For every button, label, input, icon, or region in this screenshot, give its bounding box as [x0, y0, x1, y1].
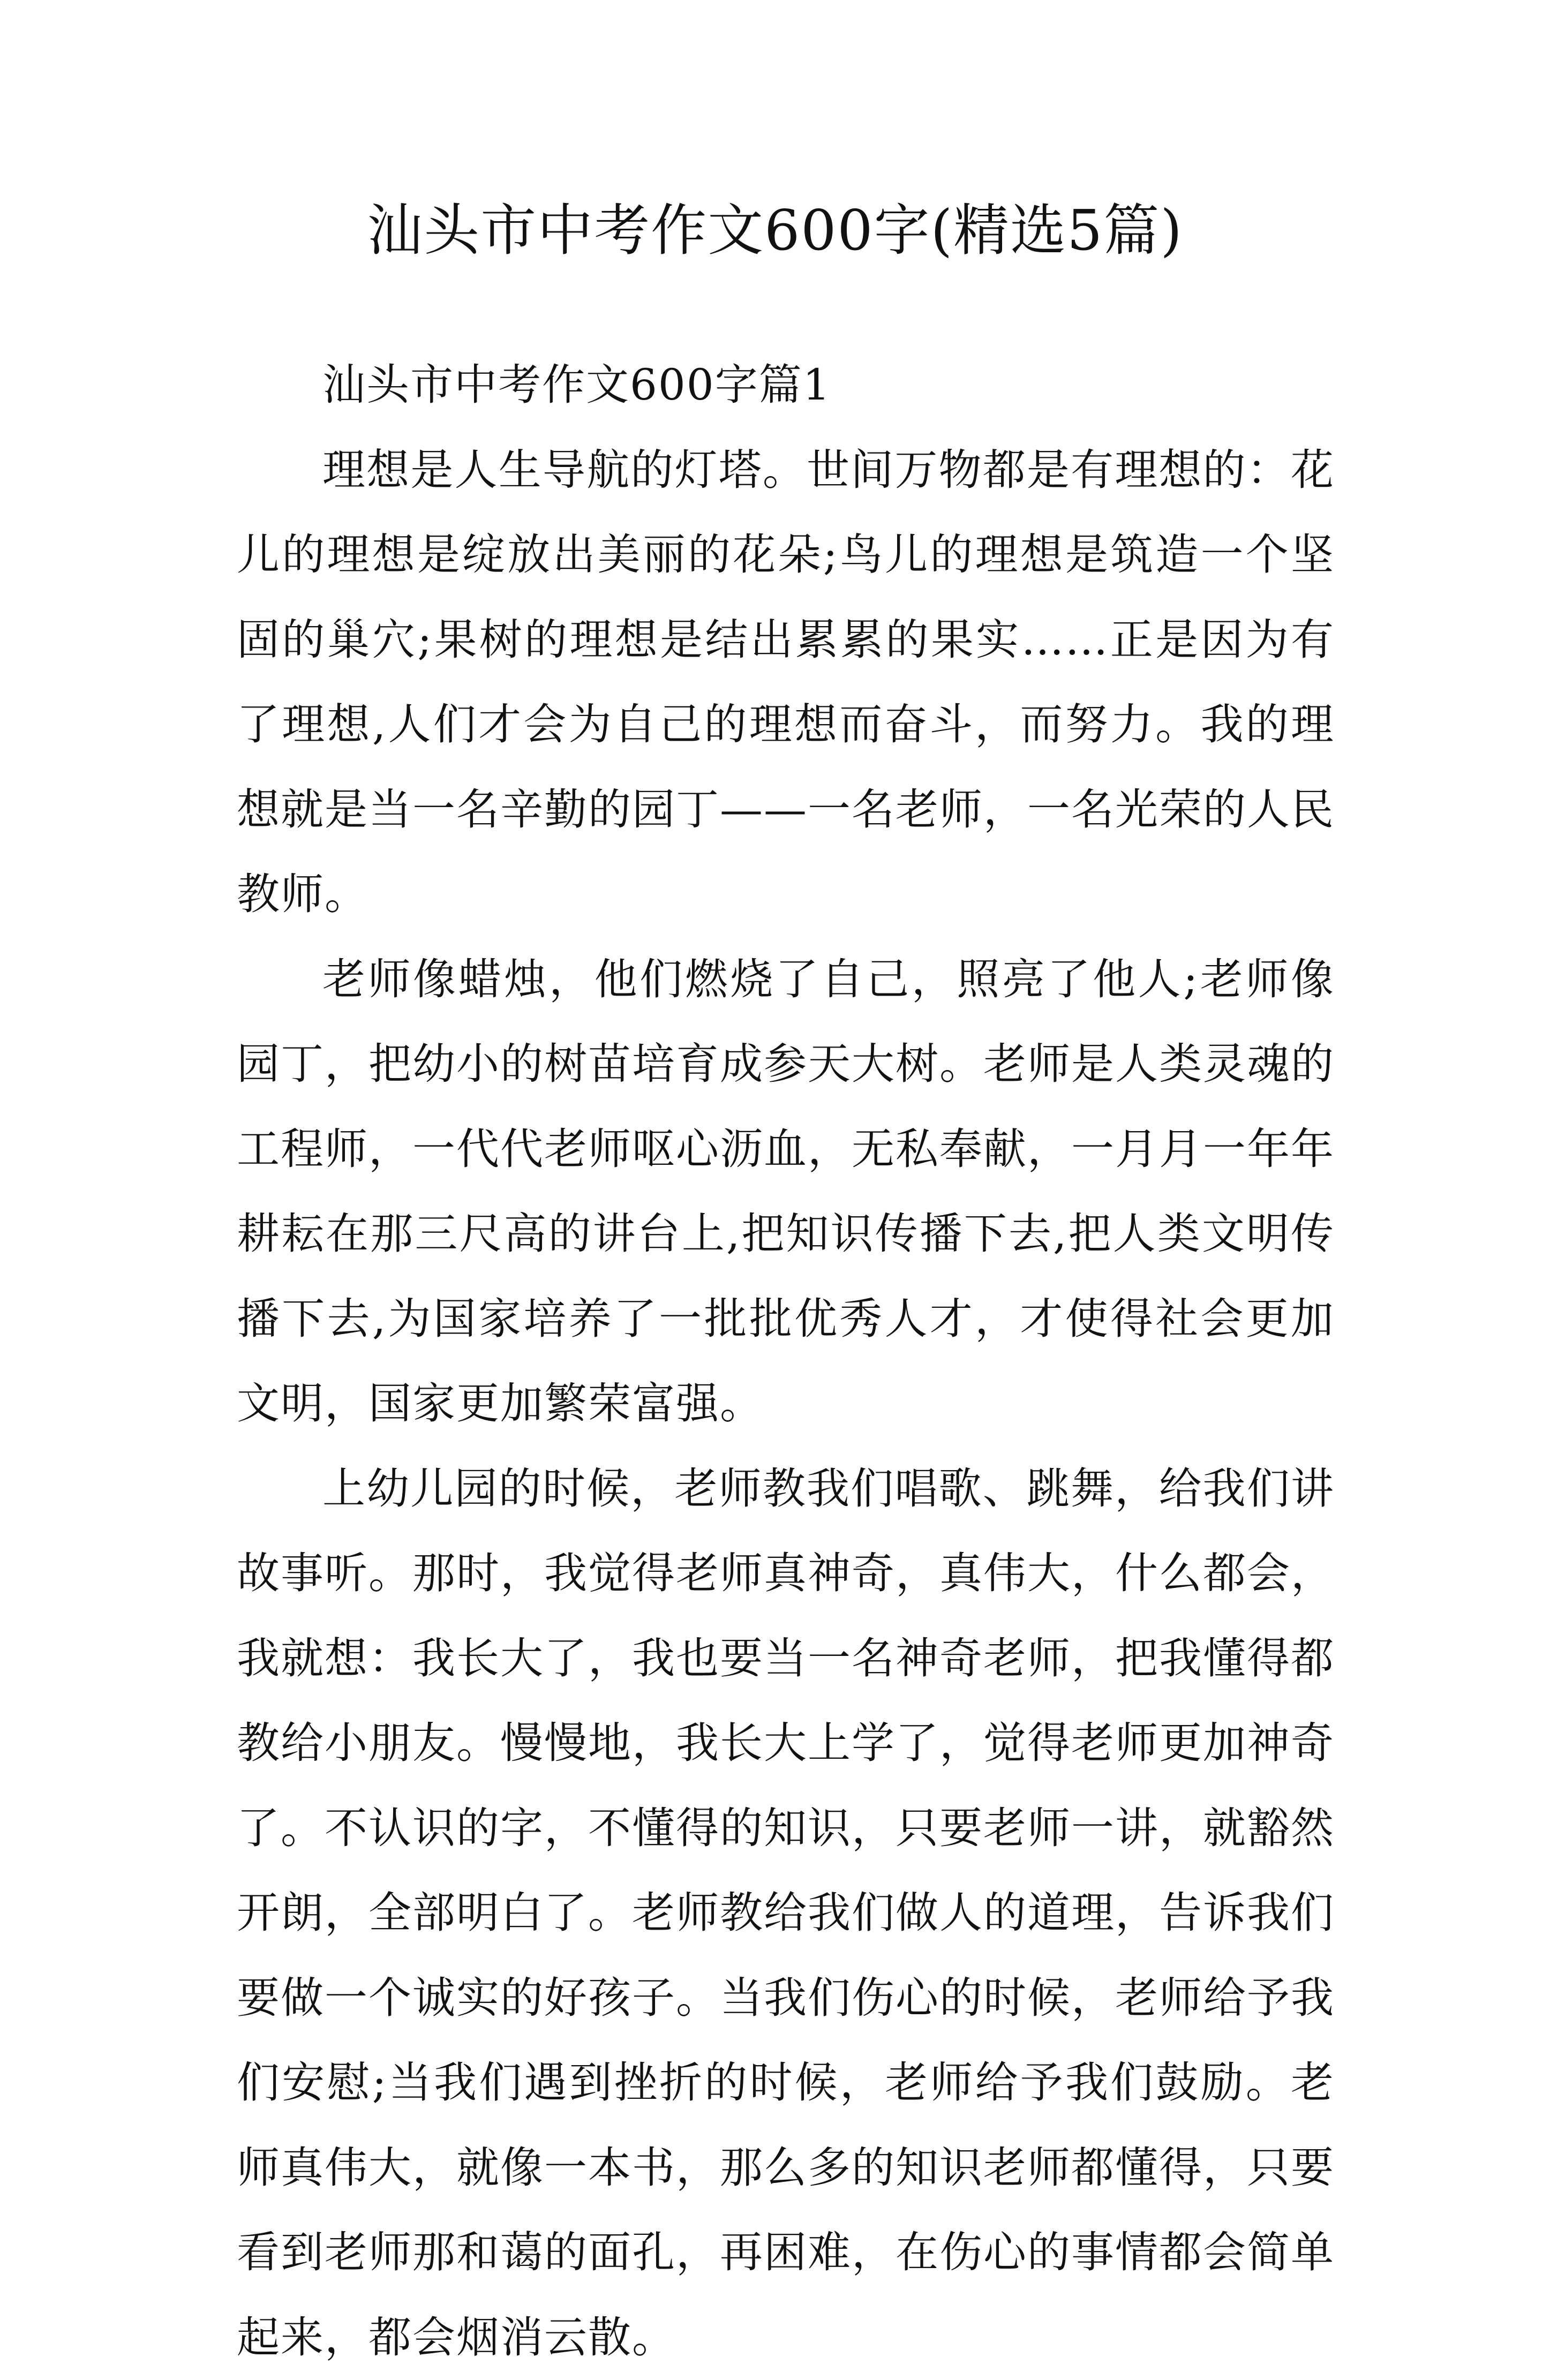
section-heading: 汕头市中考作文600字篇1 — [237, 343, 1335, 428]
paragraph-2: 老师像蜡烛，他们燃烧了自己，照亮了他人;老师像园丁，把幼小的树苗培育成参天大树。老师是人类灵魂的工程师，一代代老师呕心沥血，无私奉献，一月月一年年耕耘在那三尺高的讲台上,把知识传播下去,把人类文明传播下去,为国家培养了一批批优秀人才，才使得社会更加文明，国家更加繁荣富强。 — [237, 937, 1335, 1447]
paragraph-1: 理想是人生导航的灯塔。世间万物都是有理想的：花儿的理想是绽放出美丽的花朵;鸟儿的理想是筑造一个坚固的巢穴;果树的理想是结出累累的果实……正是因为有了理想,人们才会为自己的理想而奋斗，而努力。我的理想就是当一名辛勤的园丁——一名老师，一名光荣的人民教师。 — [237, 428, 1335, 937]
paragraph-3: 上幼儿园的时候，老师教我们唱歌、跳舞，给我们讲故事听。那时，我觉得老师真神奇，真伟大，什么都会，我就想：我长大了，我也要当一名神奇老师，把我懂得都教给小朋友。慢慢地，我长大上学了，觉得老师更加神奇了。不认识的字，不懂得的知识，只要老师一讲，就豁然开朗，全部明白了。老师教给我们做人的道理，告诉我们要做一个诚实的好孩子。当我们伤心的时候，老师给予我们安慰;当我们遇到挫折的时候，老师给予我们鼓励。老师真伟大，就像一本书，那么多的知识老师都懂得，只要看到老师那和蔼的面孔，再困难，在伤心的事情都会简单起来，都会烟消云散。 — [237, 1447, 1335, 2380]
article-body — [237, 343, 1335, 2380]
document-title: 汕头市中考作文600字(精选5篇) — [0, 193, 1550, 268]
